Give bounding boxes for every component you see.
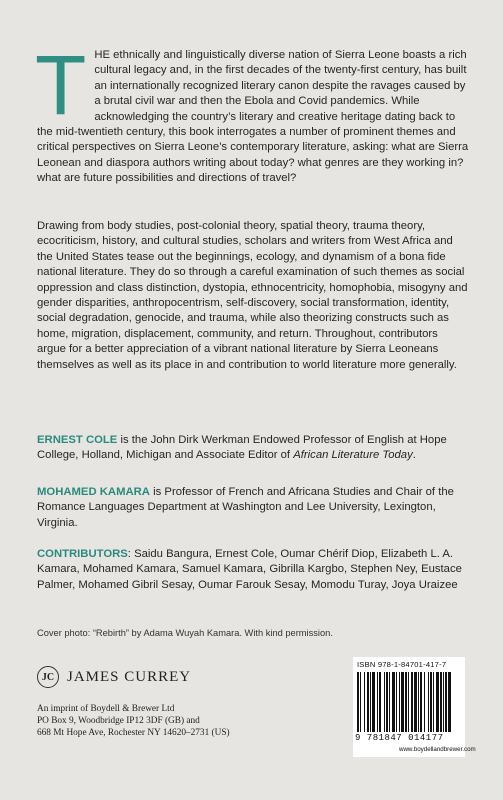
editor-bio-text: is Professor of French and Africana Studies and Chair of the Romance Languages Department at Washington and Lee University, Lexington, Virginia.	[37, 486, 454, 529]
editor-name: MOHAMED KAMARA	[37, 486, 150, 498]
publisher-name: JAMES CURREY	[67, 668, 192, 685]
editor-bio-end: .	[412, 449, 416, 462]
barcode-number: 9 781847 014177	[355, 733, 444, 743]
editor-bio-kamara	[37, 485, 469, 531]
description-paragraph-1	[35, 38, 469, 187]
drop-cap: T	[35, 38, 87, 132]
contributors-label: CONTRIBUTORS	[37, 548, 128, 560]
editor-name: ERNEST COLE	[37, 434, 118, 446]
cover-photo-credit: Cover photo: “Rebirth” by Adama Wuyah Kamara. With kind permission.	[37, 628, 333, 638]
contributors-list	[37, 547, 469, 593]
contributors-names: : Saidu Bangura, Ernest Cole, Oumar Chérif Diop, Elizabeth L. A. Kamara, Mohamed Kamara, Samuel Kamara, Gibrilla Kargbo, Stephen Ney, Eustace Palmer, Mohamed Gibril Sesay, Oumar Farouk Sesay, Momodu Turay, Joya Uraizee	[37, 548, 462, 591]
publisher-address-uk: PO Box 9, Woodbridge IP12 3DF (GB) and	[37, 716, 200, 726]
publisher-address-us: 668 Mt Hope Ave, Rochester NY 14620–2731 (US)	[37, 728, 230, 738]
editor-bio-cole	[37, 433, 469, 464]
description-paragraph-2: Drawing from body studies, post-colonial theory, spatial theory, trauma theory, ecocriticism, history, and cultural studies, scholars and writers from West Africa and the United States tease out the beginnings, ecology, and dynamism of a bona fide national literature. They do so through a careful examination of such themes as social oppression and class distinction, dystopia, ethnocentricity, homophobia, misogyny and gender disparities, anthropocentrism, self-discovery, social transformation, identity, social degradation, genocide, and trauma, while also theorizing constructs such as home, migration, displacement, community, and return. Throughout, contributors argue for a better appreciation of a vibrant national literature by Sierra Leoneans themselves as well as its place in and contribution to world literature more generally.	[37, 220, 468, 371]
jc-logo-icon: JC	[37, 666, 59, 688]
description-text-1: HE ethnically and linguistically diverse nation of Sierra Leone boasts a rich cultural legacy and, in the first decades of the twenty-first century, has built an internationally recognized literary canon despite the ravages caused by a brutal civil war and then the Ebola and Covid pandemics. While acknowledging the country’s literary and creative heritage dating back to the mid-twentieth century, this book interrogates a number of prominent themes and critical perspectives on Sierra Leone’s contemporary literature, asking: what are Sierra Leonean and diaspora authors writing about today? what genres are they working in? what are future possibilities and directions of travel?	[37, 49, 469, 185]
publisher-url: www.boydellandbrewer.com	[399, 746, 476, 753]
journal-title: African Literature Today	[293, 449, 413, 462]
barcode	[353, 657, 476, 757]
publisher-imprint: An imprint of Boydell & Brewer Ltd	[37, 704, 175, 714]
isbn-label: ISBN 978-1-84701-417-7	[357, 660, 447, 669]
barcode-bars-icon	[357, 672, 461, 732]
publisher-logo	[37, 666, 191, 688]
editor-bio-text: is the John Dirk Werkman Endowed Professor of English at Hope College, Holland, Michigan and Associate Editor of	[37, 434, 447, 462]
